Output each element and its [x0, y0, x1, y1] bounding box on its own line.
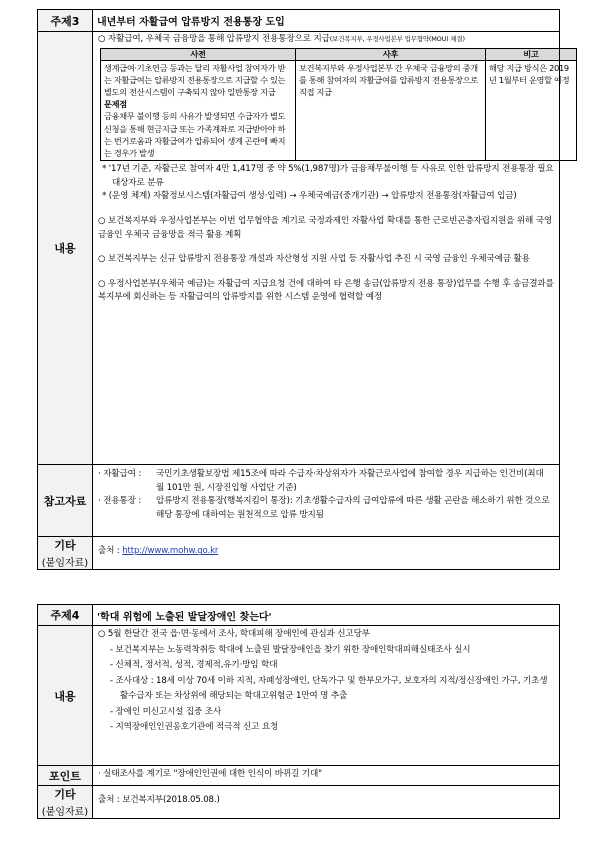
source-link[interactable]: http://www.mohw.go.kr — [122, 546, 219, 557]
theme3-content-label: 내용 — [38, 32, 93, 465]
theme3-para1: ○ 보건복지부와 우정사업본부는 이번 업무협약을 계기로 국정과제인 자활사업 확대를 통한 근로빈곤층자립지원을 위해 국영 금융인 우체국 금융망을 적극 활용 계획 — [98, 216, 553, 240]
theme4-title: '학대 위험에 노출된 발달장애인 찾는다' — [93, 605, 560, 626]
theme4-content-label: 내용 — [38, 626, 93, 766]
theme3-title: 내년부터 자활급여 압류방지 전용통장 도입 — [93, 10, 560, 32]
before-after-table — [100, 48, 577, 162]
theme3-label: 주제3 — [38, 10, 93, 32]
theme4-source: 출처 : 보건복지부(2018.05.08.) — [93, 786, 560, 819]
ref-item-account: · 전용통장 : 압류방지 전용통장(행복지킴이 통장): 기초생활수급자의 급여압류에 따른 생활 곤란을 해소하기 위한 것으로 해당 통장에 대하여는 원천적으로 압류 방지됨 — [98, 496, 550, 520]
theme3-etc-label: 기타 (붙임자료) — [38, 537, 93, 570]
after-cell: 보건복지부와 우정사업본부 간 우체국 금융망의 중개를 통해 참여자의 자활급여를 압류방지 전용통장으로 직접 지급 — [296, 60, 486, 161]
note-operation: * (운영 체계) 자활정보시스템(자활급여 생성·입력) → 우체국예금(중개기관) → 압류방지 전용통장(자활급여 입금) — [102, 191, 517, 202]
theme3-intro-note: (보건복지부, 우정사업본부 업무협약(MOU) 체결) — [329, 35, 465, 43]
theme3-para2: ○ 보건복지부는 신규 압류방지 전용통장 개설과 자산형성 지원 사업 등 자활사업 추진 시 국영 금융인 우체국예금 활용 — [98, 254, 530, 265]
theme4-label: 주제4 — [38, 605, 93, 626]
theme4-item: - 지역장애인인권옹호기관에 적극적 신고 요청 — [110, 722, 279, 732]
theme3-etc-sub: (붙임자료) — [41, 558, 89, 569]
note-participants: * '17년 기준, 자활근로 참여자 4만 1,417명 중 약 5%(1,987명)가 금융채무불이행 등 사유로 인한 압류방지 전용통장 필요 대상자로 분류 — [102, 164, 554, 188]
before-cell — [101, 60, 296, 161]
theme3-table — [37, 9, 570, 570]
theme4-etc-sub: (붙임자료) — [41, 807, 89, 818]
theme4-etc-label: 기타 (붙임자료) — [38, 786, 93, 819]
before-text: 생계급여·기초연금 등과는 달리 자활사업 참여자가 받는 자활급여는 압류방지 전용통장으로 지급할 수 있는 별도의 전산시스템이 구축되지 않아 일반통장 지급 — [104, 62, 286, 97]
theme4-content — [93, 626, 560, 766]
problem-heading: 문제점 — [104, 99, 127, 110]
theme4-point-label: 포인트 — [38, 766, 93, 786]
theme3-ref — [93, 465, 560, 537]
ref-item-allowance: · 자활급여 : 국민기초생활보장법 제15조에 따라 수급자·차상위자가 자활근로사업에 참여할 경우 지급하는 인건비(최대 월 101만 원, 시장진입형 사업단 기준) — [98, 469, 544, 493]
theme4-item: - 장애인 미신고시설 집중 조사 — [110, 706, 222, 717]
theme3-para3: ○ 우정사업본부(우체국 예금)는 자활급여 지급요청 건에 대하여 타 은행 송금(압류방지 전용 통장)업무를 수행 후 송금결과를 복지부에 회신하는 등 자활급여의 압류방지를 위한 시스템 운영에 협력할 예정 — [98, 278, 554, 303]
header-remark: 비고 — [486, 48, 577, 60]
problem-text: 금융채무 불이행 등의 사유가 발생되면 수급자가 별도 신청을 통해 현금지급 또는 가족계좌로 지급받아야 하는 번거로움과 자활급여가 압류되어 생계 곤란에 빠지는 경우가 발생 — [104, 111, 286, 159]
theme4-item: - 보건복지부는 노동력착취등 학대에 노출된 발달장애인을 찾기 위한 장애인학대피해실태조사 실시 — [110, 644, 471, 655]
theme4-point: · 실태조사를 계기로 "장애인인권에 대한 인식이 바뀌길 기대" — [93, 766, 560, 786]
theme3-source: 출처 : http://www.mohw.go.kr — [93, 537, 560, 570]
header-before: 사전 — [101, 48, 296, 60]
header-after: 사후 — [296, 48, 486, 60]
theme4-intro: ○ 5월 한달간 전국 읍·면·동에서 조사, 학대피해 장애인에 관심과 신고당부 — [98, 629, 370, 639]
theme3-ref-label: 참고자료 — [38, 465, 93, 537]
theme4-table — [37, 604, 560, 819]
theme4-item: - 신체적, 정서적, 성적, 경제적,유기·방임 학대 — [110, 660, 278, 670]
theme4-item: - 조사대상 : 18세 이상 70세 이하 지적, 자폐성장애인, 단독가구 및 한부모가구, 보호자의 지적/정신장애인 가구, 기초생활수급자 또는 차상위에 해당되는 학대고위험군 1만여 명 추출 — [110, 675, 548, 701]
theme3-intro: ○ 자활급여, 우체국 금융망을 통해 압류방지 전용통장으로 지급(보건복지부, 우정사업본부 업무협약(MOU) 체결) — [98, 34, 465, 44]
theme3-content — [93, 32, 570, 465]
remark-cell: 해당 지급 방식은 2019년 1월부터 운영할 예정 — [486, 60, 577, 161]
